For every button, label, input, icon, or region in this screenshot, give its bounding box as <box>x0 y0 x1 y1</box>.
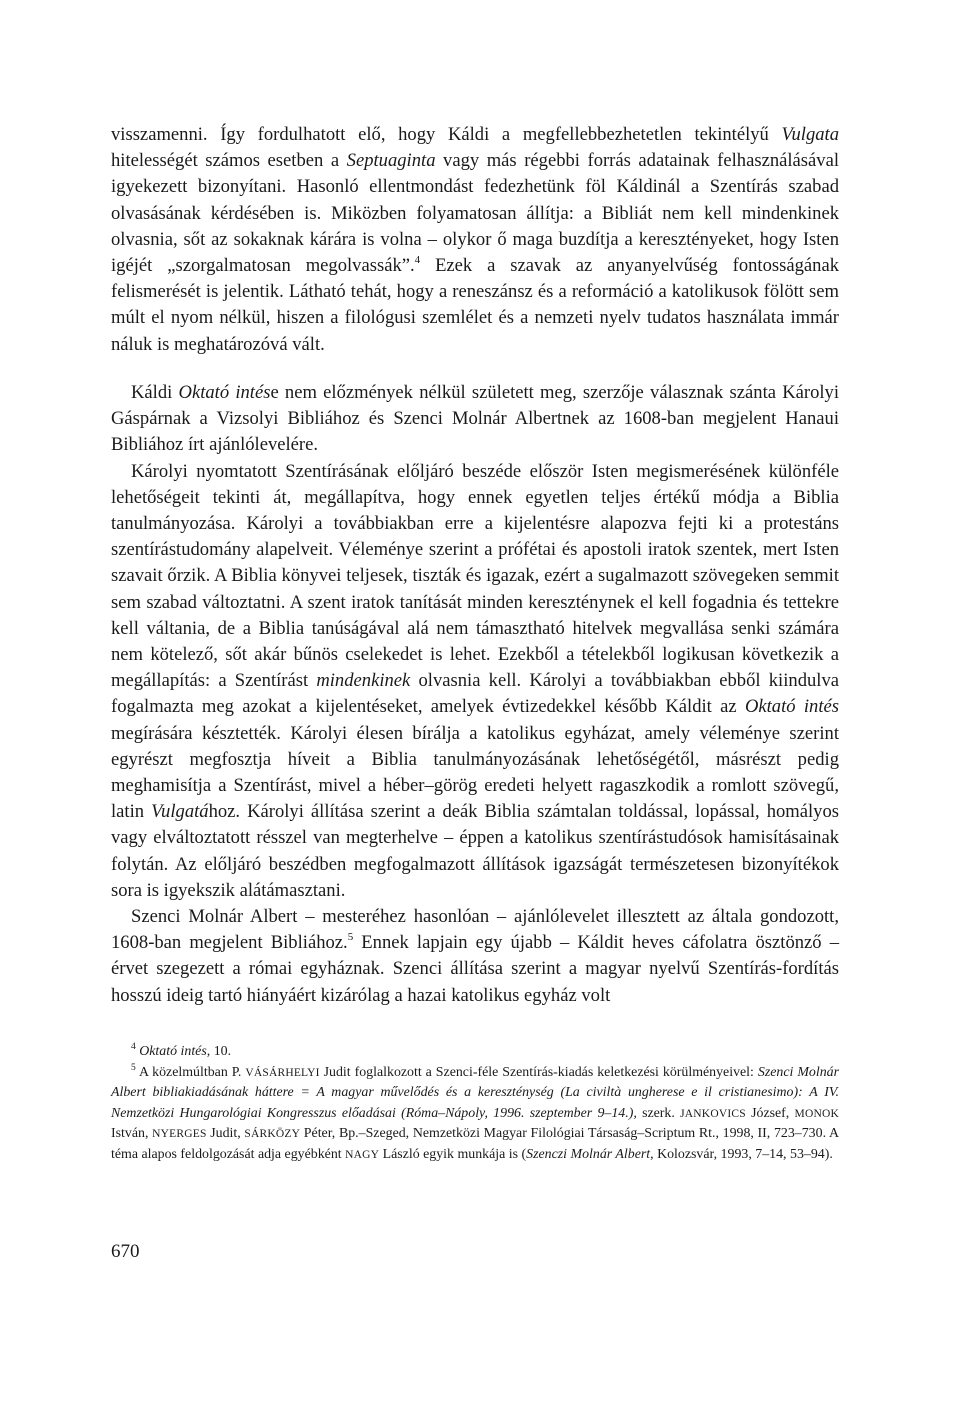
author-nagy: NAGY <box>345 1148 380 1161</box>
paragraph-4: Szenci Molnár Albert – mesteréhez hasonlóan – ajánlólevelet illesztett az általa gondozott, 1608-ban megjelent Bibliához.$^5$ Ennek lapjain egy újabb – Káldit heves cáfolatra ösztönző – érvet szegezett a római egyháznak. Szenci állítása szerint a magyar nyelvű Szentírás-fordítás hosszú ideig tartó hiányáért kizárólag a hazai katolikus egyház volt <box>111 906 840 1006</box>
emphasis-mindenkinek: mindenkinek <box>316 670 411 692</box>
footnote-ref-4: 4 <box>414 254 421 267</box>
editor-jankovics: JANKOVICS <box>680 1107 746 1120</box>
title-vulgata: Vulgata <box>781 124 839 145</box>
footnote-5: $^5$ A közelmúltban P. VÁSÁRHELYI Judit foglalkozott a Szenci-féle Szentírás-kiadás keletkezési körülményeivel: Szenci Molnár Albert bibliakiadásának háttere = A magyar művelődés és a kereszténység (La civiltà ungherese e il cristianesimo): A IV. Nemzetközi Hungarológiai Kongresszus előadásai (Róma–Nápoly, 1996. szeptember 9–14.), szerk. JANKOVICS József, MONOK István, NYERGES Judit, SÁRKÖZY Péter, Bp.–Szeged, Nemzetközi Magyar Filológiai Társaság–Scriptum Rt., 1998, II, 723–730. A téma alapos feldolgozását adja egyébként NAGY László egyik munkája is (Szenczi Molnár Albert, Kolozsvár, 1993, 7–14, 53–94). <box>111 1062 839 1162</box>
editor-nyerges: NYERGES <box>152 1128 207 1141</box>
editor-sarkozy: SÁRKÖZY <box>244 1128 301 1141</box>
body-text-upper <box>111 122 839 358</box>
cited-title: Szenci Molnár Albert bibliakiadásának háttere = A magyar művelődés és a kereszténység (La civiltà ungherese e il cristianesimo): A IV. Nemzetközi Hungarológiai Kongresszus előadásai (Róma–Nápoly, 1996. szeptember 9–14.), <box>111 1064 839 1121</box>
footnotes <box>111 1042 839 1166</box>
footnote-ref-5: 5 <box>347 931 354 944</box>
body-text-lower <box>111 380 839 1009</box>
paragraph-3: Károlyi nyomtatott Szentírásának előljáró beszéde először Isten megismerésének különféle lehetőségeit tekinti át, megállapítva, hogy ennek egyetlen teljes értékű módja a Biblia tanulmányozása. Károlyi a továbbiakban erre a kijelentésre alapozva fejti ki a protestáns szentírástudomány alapelveit. Véleménye szerint a prófétai és apostoli iratok szentek, mert Isten szavait őrzik. A Biblia könyvei teljesek, tiszták és igazak, ezért a sugalmazott szövegeken semmit sem szabad változtatni. A szent iratok tanítását minden kereszténynek el kell fogadnia és tettekre kell váltania, de a Biblia tanúságával alá nem támasztható hitelvek megvallása senki számára nem kötelező, sőt akár bűnös cselekedet is lehet. Ezekből a tételekből logikusan következik a megállapítás: a Szentírást mindenkinek olvasnia kell. Károlyi a továbbiakban ebből kiindulva fogalmazta meg azokat a kijelentéseket, amelyek évtizedekkel később Káldit az Oktató intés megírására késztették. Károlyi élesen bírálja a katolikus egyházat, amely véleménye szerint egyrészt megfosztja híveit a Biblia tanulmányozásának lehetőségétől, másrészt pedig meghamisítja a Szentírást, mivel a héber–görög eredeti helyett ragaszkodik a romlott szövegű, latin Vulgatához. Károlyi állítása szerint a deák Biblia számtalan toldással, lopással, homályos vagy elváltoztatott résszel van megterhelve – éppen a katolikus szentírástudósok hamisításainak folytán. Az előljáró beszédben megfogalmazott állítások igazságát természetesen bizonyítékok sora is igyekszik alátámasztani. <box>111 460 839 901</box>
title-oktato-intes-2: Oktató intés <box>744 696 839 718</box>
footnote-4: $^4$ Oktató intés, 10. <box>131 1042 232 1059</box>
title-vulgata-2: Vulgatá <box>151 801 209 823</box>
title-oktato-intes: Oktató intés <box>178 382 271 403</box>
page-number: 670 <box>111 1241 140 1262</box>
cited-title-2: Szenczi Molnár Albert <box>526 1146 651 1162</box>
title-septuaginta: Septuaginta <box>346 150 436 172</box>
author-vasarhelyi: VÁSÁRHELYI <box>245 1066 320 1079</box>
paragraph-2: Káldi Oktató intése nem előzmények nélkül született meg, szerzője válasznak szánta Károlyi Gáspárnak a Vizsolyi Bibliához és Szenci Molnár Albertnek az 1608-ban megjelent Hanaui Bibliához írt ajánlólevelére. <box>111 382 839 456</box>
editor-monok: MONOK <box>794 1107 839 1120</box>
paragraph-1: visszamenni. Így fordulhatott elő, hogy Káldi a megfellebbezhetetlen tekintélyű Vulgata hitelességét számos esetben a Septuaginta vagy más régebbi forrás adatainak felhasználásával igyekezett bizonyítani. Hasonló ellentmondást fedezhetünk föl Káldinál a Szentírás szabad olvasásának kérdésében is. Miközben folyamatosan állítja: a Bibliát nem kell mindenkinek olvasnia, sőt az sokaknak kárára is volna – olykor ő maga buzdítja a keresztényeket, hogy Isten igéjét „szorgalmatosan megolvassák”.$^4$ Ezek a szavak az anyanyelvűség fontosságának felismerését is jelentik. Látható tehát, hogy a reneszánsz és a reformáció a katolikusok fölött sem múlt el nyom nélkül, hiszen a filológusi szemlélet és a nemzeti nyelv tudatos használata immár náluk is meghatározóvá vált. <box>111 124 839 355</box>
